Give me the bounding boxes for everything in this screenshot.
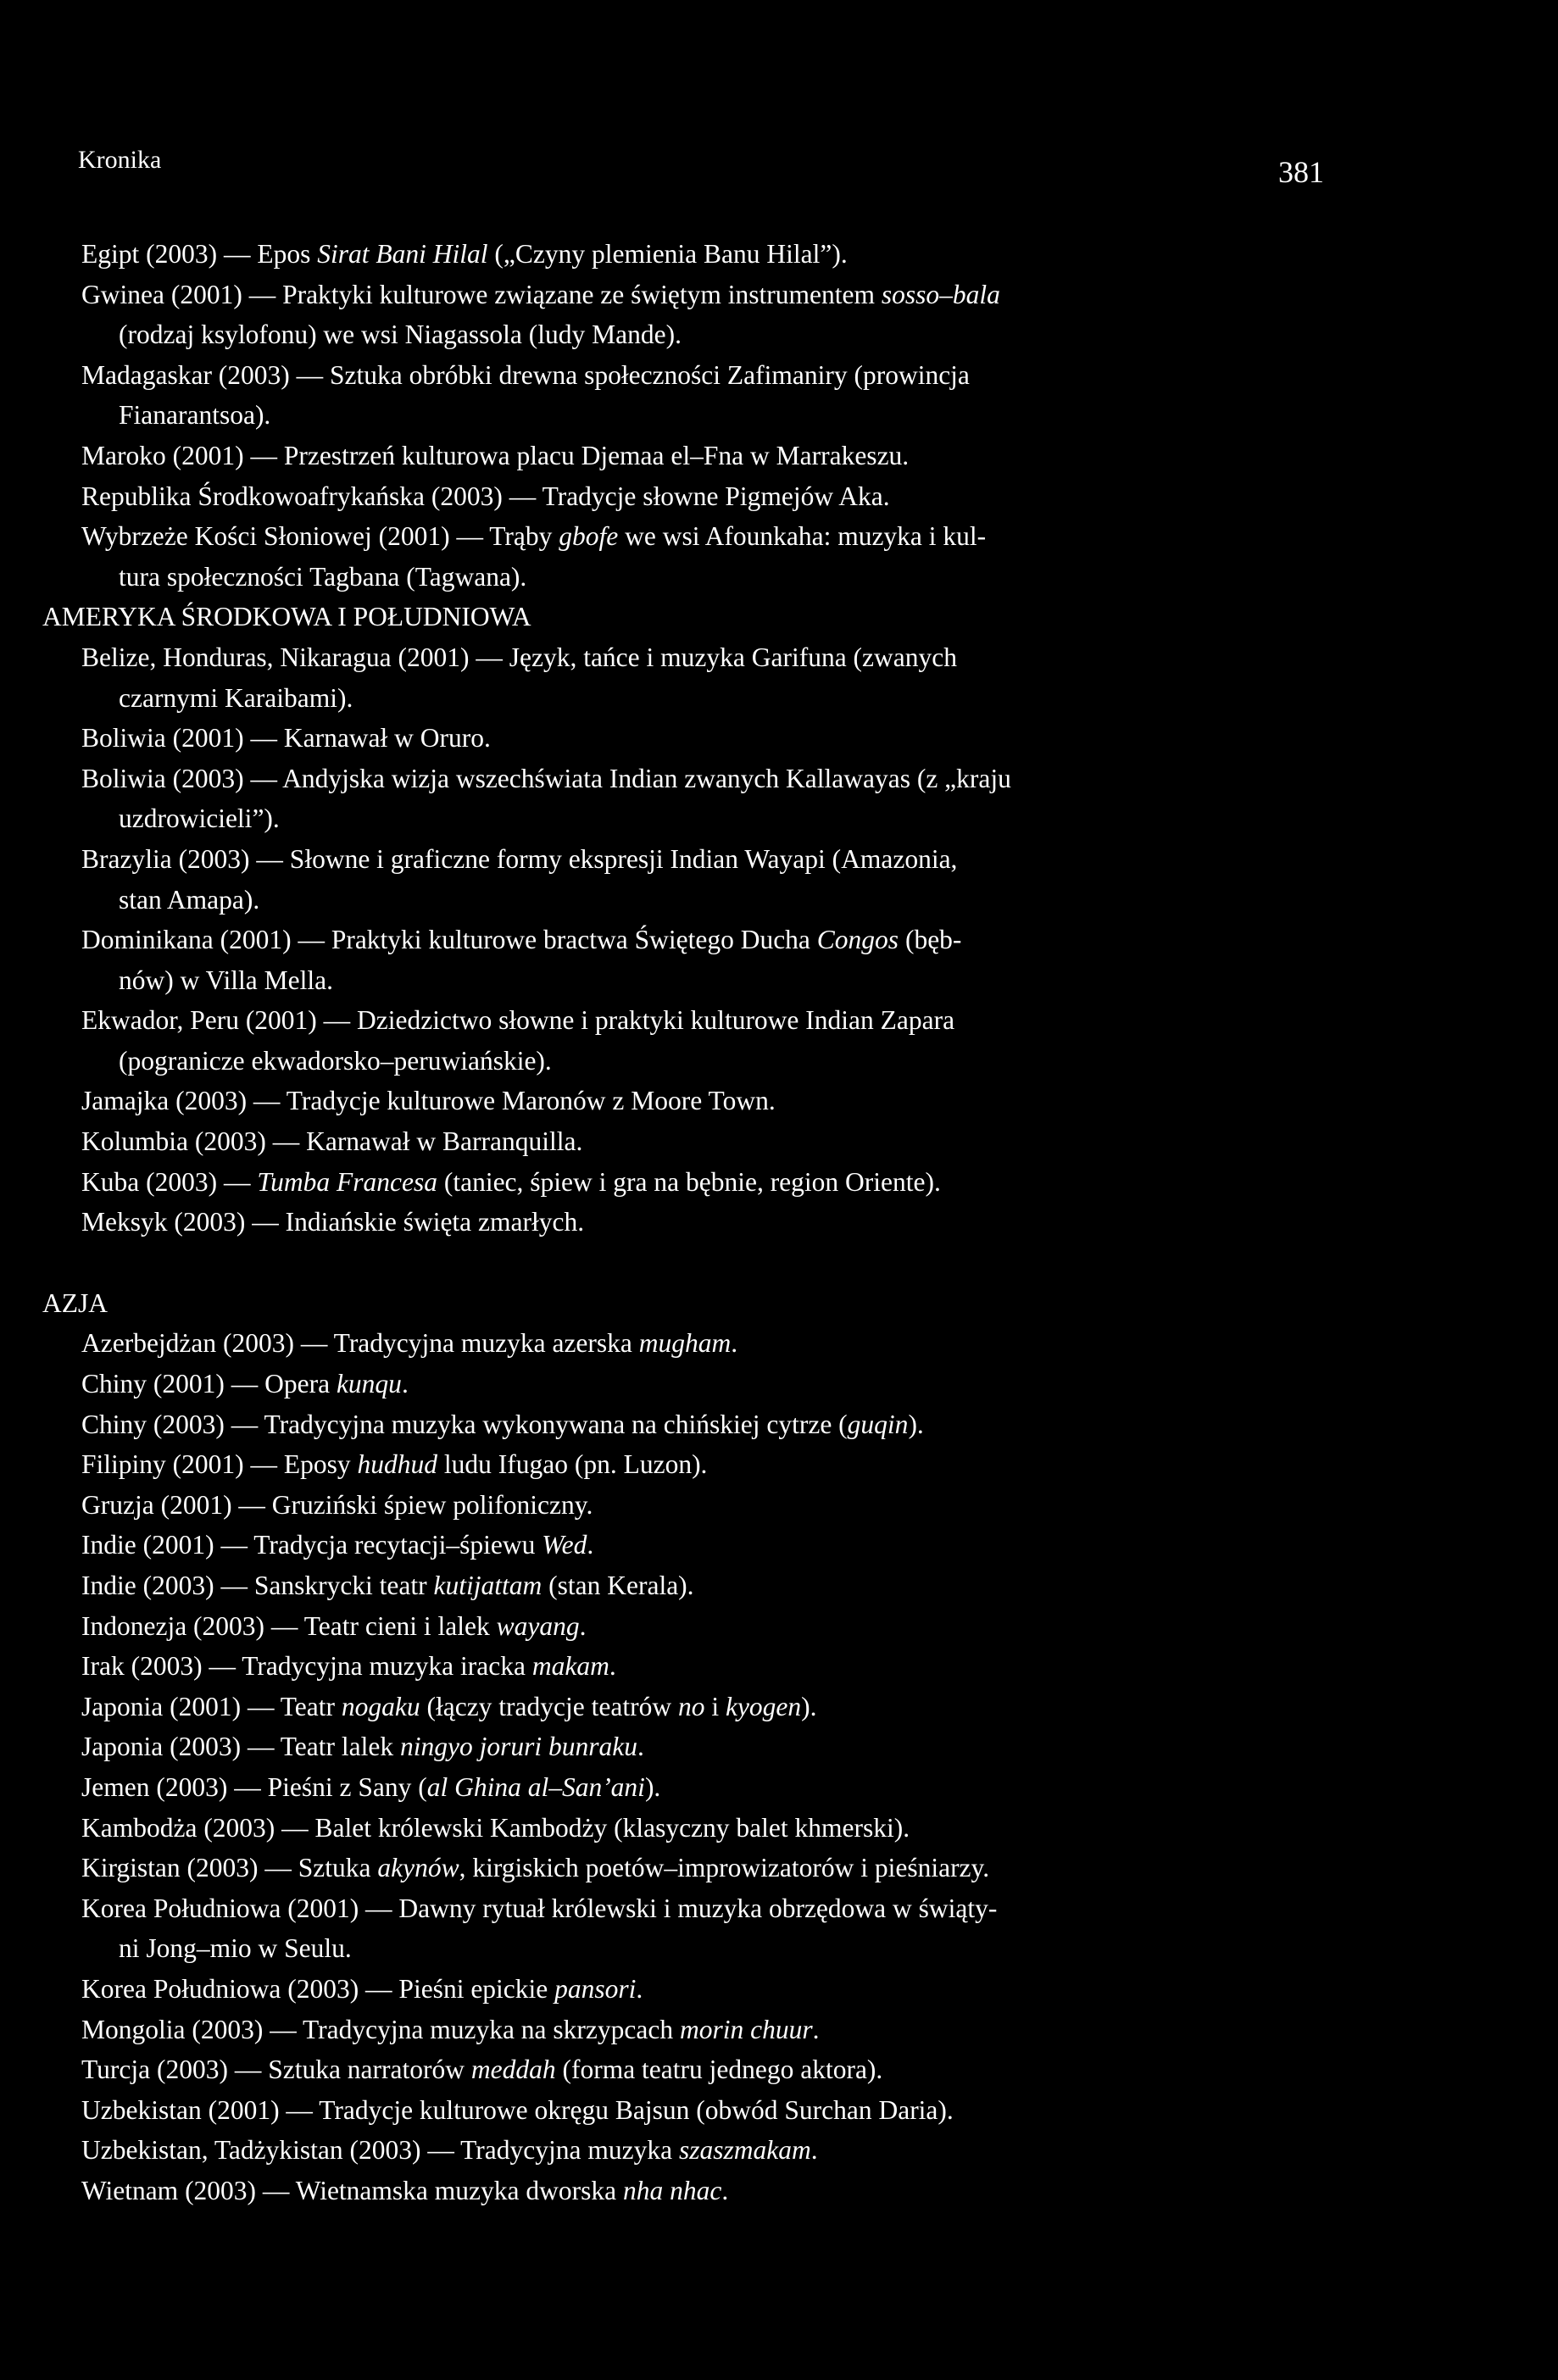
entry-continuation: czarnymi Karaibami). (119, 682, 353, 713)
entry-line: Gruzja (2001) — Gruziński śpiew polifoniczny. (81, 1489, 593, 1520)
list-item (81, 1404, 1319, 1445)
entry-continuation: tura społeczności Tagbana (Tagwana). (119, 561, 527, 592)
italic-term: morin chuur (679, 2014, 813, 2044)
entry-line: Korea Południowa (2001) — Dawny rytuał królewski i muzyka obrzędowa w świąty- (81, 1893, 998, 1923)
entry-line: Egipt (2003) — Epos Sirat Bani Hilal („Czyny plemienia Banu Hilal”). (81, 239, 848, 269)
list-item (81, 2049, 1319, 2090)
list-item (81, 2010, 1319, 2050)
entry-continuation: (pogranicze ekwadorsko–peruwiańskie). (119, 1045, 552, 1076)
italic-term: hudhud (357, 1449, 438, 1480)
list-item (81, 1525, 1319, 1565)
italic-term: wayang (496, 1610, 580, 1641)
list-item (81, 1081, 1319, 1121)
list-item (81, 1565, 1319, 1606)
italic-term: Wed (542, 1530, 587, 1560)
italic-term: Tumba Francesa (257, 1166, 437, 1197)
list-item (81, 1727, 1319, 1767)
entry-line: Kolumbia (2003) — Karnawał w Barranquilla. (81, 1126, 583, 1157)
list-item (81, 1848, 1319, 1888)
entry-line: Azerbejdżan (2003) — Tradycyjna muzyka azerska mugham. (81, 1328, 738, 1359)
page-content (42, 234, 1319, 2211)
list-item (81, 1606, 1319, 1647)
list-item (81, 839, 1319, 920)
list-item (81, 637, 1319, 718)
entry-line: Gwinea (2001) — Praktyki kulturowe związane ze świętym instrumentem sosso–bala (81, 279, 1000, 309)
entry-line: Boliwia (2003) — Andyjska wizja wszechświata Indian zwanych Kallawayas (z „kraju (81, 763, 1011, 793)
italic-term: kutijattam (433, 1571, 543, 1600)
list-item (81, 1121, 1319, 1162)
running-head: Kronika (78, 146, 162, 174)
entry-line: Kirgistan (2003) — Sztuka akynów, kirgiskich poetów–improwizatorów i pieśniarzy. (81, 1853, 990, 1883)
italic-term: sosso–bala (881, 279, 1000, 309)
entry-line: Jemen (2003) — Pieśni z Sany (al Ghina al–San’ani). (81, 1771, 661, 1802)
italic-term: akynów (377, 1853, 459, 1883)
entry-line: Brazylia (2003) — Słowne i graficzne formy ekspresji Indian Wayapi (Amazonia, (81, 843, 958, 874)
list-item (81, 1767, 1319, 1808)
list-item (81, 1808, 1319, 1849)
list-item (81, 1444, 1319, 1485)
italic-term: kyogen (725, 1691, 802, 1721)
entry-line: Madagaskar (2003) — Sztuka obróbki drewna społeczności Zafimaniry (prowincja (81, 359, 970, 390)
entry-line: Irak (2003) — Tradycyjna muzyka iracka makam. (81, 1651, 616, 1682)
italic-term: mugham (638, 1328, 732, 1359)
list-item (81, 2171, 1319, 2211)
italic-term: no (677, 1691, 705, 1721)
entry-line: Wietnam (2003) — Wietnamska muzyka dworska nha nhac. (81, 2175, 729, 2205)
list-item (81, 1646, 1319, 1687)
entry-line: Turcja (2003) — Sztuka narratorów meddah (forma teatru jednego aktora). (81, 2055, 883, 2085)
list-item (81, 2090, 1319, 2131)
list-item (81, 2130, 1319, 2171)
entry-continuation: Fianarantsoa). (119, 400, 271, 431)
entry-line: Uzbekistan, Tadżykistan (2003) — Tradycyjna muzyka szaszmakam. (81, 2135, 818, 2166)
entry-line: Ekwador, Peru (2001) — Dziedzictwo słowne i praktyki kulturowe Indian Zapara (81, 1005, 955, 1036)
entry-line: Wybrzeże Kości Słoniowej (2001) — Trąby gbofe we wsi Afounkaha: muzyka i kul- (81, 521, 987, 552)
section-heading-asia: AZJA (42, 1287, 108, 1318)
asia-entries (81, 1323, 1319, 2210)
list-item (81, 476, 1319, 517)
section-gap (81, 1243, 1319, 1283)
entry-continuation: uzdrowicieli”). (119, 804, 280, 834)
list-item (81, 1969, 1319, 2010)
italic-term: kunqu (336, 1369, 402, 1399)
italic-term: Congos (816, 925, 899, 955)
entry-line: Uzbekistan (2001) — Tradycje kulturowe okręgu Bajsun (obwód Surchan Daria). (81, 2094, 954, 2125)
list-item (81, 1485, 1319, 1526)
list-item (81, 1323, 1319, 1364)
list-item (81, 920, 1319, 1000)
entry-continuation: nów) w Villa Mella. (119, 965, 333, 995)
entry-line: Chiny (2001) — Opera kunqu. (81, 1369, 409, 1399)
entry-line: Jamajka (2003) — Tradycje kulturowe Maronów z Moore Town. (81, 1086, 776, 1116)
entry-continuation: (rodzaj ksylofonu) we wsi Niagassola (ludy Mande). (119, 320, 682, 350)
list-item (81, 759, 1319, 839)
entry-line: Indonezja (2003) — Teatr cieni i lalek wayang. (81, 1610, 587, 1641)
entry-continuation: ni Jong–mio w Seulu. (119, 1933, 352, 1964)
entry-line: Filipiny (2001) — Eposy hudhud ludu Ifugao (pn. Luzon). (81, 1449, 708, 1480)
italic-term: gbofe (559, 521, 619, 552)
entry-line: Mongolia (2003) — Tradycyjna muzyka na skrzypcach morin chuur. (81, 2014, 820, 2044)
entry-line: Chiny (2003) — Tradycyjna muzyka wykonywana na chińskiej cytrze (guqin). (81, 1409, 924, 1439)
list-item (81, 355, 1319, 436)
list-item (81, 1000, 1319, 1081)
entry-line: Korea Południowa (2003) — Pieśni epickie pansori. (81, 1973, 643, 2004)
italic-term: szaszmakam (678, 2135, 811, 2166)
italic-term: nogaku (341, 1691, 420, 1721)
italic-term: al Ghina al–San’ani (426, 1771, 645, 1802)
entry-line: Kambodża (2003) — Balet królewski Kambodży (klasyczny balet khmerski). (81, 1812, 910, 1843)
list-item (81, 234, 1319, 275)
entry-line: Belize, Honduras, Nikaragua (2001) — Język, tańce i muzyka Garifuna (zwanych (81, 642, 957, 672)
italic-term: Sirat Bani Hilal (317, 239, 488, 269)
entry-line: Japonia (2001) — Teatr nogaku (łączy tradycje teatrów no i kyogen). (81, 1691, 817, 1721)
page-number: 381 (1278, 155, 1324, 189)
italic-term: meddah (470, 2055, 556, 2085)
entry-line: Indie (2001) — Tradycja recytacji–śpiewu Wed. (81, 1530, 594, 1560)
list-item (81, 436, 1319, 476)
list-item (81, 1162, 1319, 1203)
italic-term: ningyo joruri bunraku (399, 1732, 637, 1762)
list-item (81, 1687, 1319, 1727)
list-item (81, 1888, 1319, 1969)
entry-line: Kuba (2003) — Tumba Francesa (taniec, śpiew i gra na bębnie, region Oriente). (81, 1166, 941, 1197)
list-item (81, 1364, 1319, 1404)
entry-line: Republika Środkowoafrykańska (2003) — Tradycje słowne Pigmejów Aka. (81, 481, 890, 511)
italic-term: makam (531, 1651, 609, 1682)
entry-line: Japonia (2003) — Teatr lalek ningyo joruri bunraku. (81, 1732, 644, 1762)
list-item (81, 718, 1319, 759)
entry-line: Dominikana (2001) — Praktyki kulturowe bractwa Świętego Ducha Congos (bęb- (81, 925, 962, 955)
entry-line: Maroko (2001) — Przestrzeń kulturowa placu Djemaa el–Fna w Marrakeszu. (81, 440, 910, 470)
italic-term: nha nhac (622, 2175, 722, 2205)
america-entries (81, 637, 1319, 1243)
italic-term: guqin (847, 1409, 909, 1439)
list-item (81, 516, 1319, 597)
entry-continuation: stan Amapa). (119, 884, 260, 915)
section-heading-america: AMERYKA ŚRODKOWA I POŁUDNIOWA (42, 602, 531, 632)
entry-line: Indie (2003) — Sanskrycki teatr kutijattam (stan Kerala). (81, 1571, 694, 1600)
italic-term: pansori (554, 1973, 637, 2004)
list-item (81, 1202, 1319, 1243)
list-item (81, 275, 1319, 355)
africa-entries (81, 234, 1319, 597)
entry-line: Boliwia (2001) — Karnawał w Oruro. (81, 723, 491, 753)
entry-line: Meksyk (2003) — Indiańskie święta zmarłych. (81, 1207, 585, 1237)
